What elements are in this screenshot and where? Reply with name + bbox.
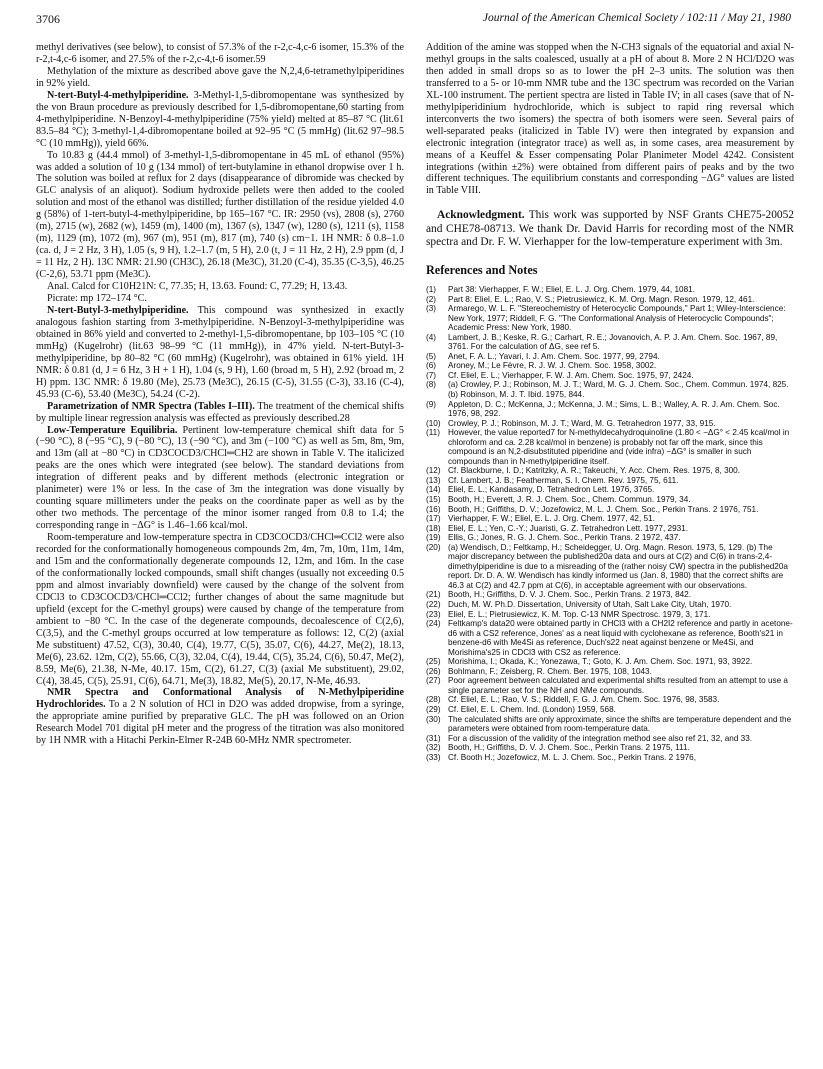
paragraph-text: methyl derivatives (see below), to consist of 57.3% of the r-2,c-4,c-6 isomer, 15.3% of the r-2,t-4,c-6 isomer, and 27.5% of the r-2,c-4,t-6 isomer.59 [36,42,404,65]
reference-text: Appleton, D. C.; McKenna, J.; McKenna, J. M.; Sims, L. B.; Walley, A. R. J. Am. Chem. Soc. 1976, 98, 292. [448,399,780,419]
reference-item [426,495,794,505]
reference-item [426,533,794,543]
reference-item [426,361,794,371]
reference-item [426,676,794,695]
paragraph [36,90,404,150]
paragraph-text: Pertinent low-temperature chemical shift data for 5 (−90 °C), 8 (−95 °C), 9 (−80 °C), 13 (−90 °C), and 3m (−100 °C) as well as 5m, 8m, 9m, and 13m (all at −80 °C) in CD3COCD3/CHCl═CH2 are shown in Table V. The italicized peaks are the ones which were integrated (see below). The standard deviations from integration of different peaks and by different methods (electronic integration or planimeter) were 1% or less. In the case of 3m the integration was done visually by counting square millimeters under the peaks on the coordinate paper as well as by the other two methods. The percentage of the minor isomer ranged from 0.8 to 1.4; the corresponding range in −ΔG° is 1.46–1.66 kcal/mol. [36,424,404,532]
reference-number: (1) [426,284,437,294]
paragraph [36,42,404,66]
reference-item [426,485,794,495]
running-head: Journal of the American Chemical Society / 102:11 / May 21, 1980 [482,12,791,24]
reference-text: Poor agreement between calculated and experimental shifts resulted from an attempt to use a single parameter set for the NH and NMe compounds. [448,676,788,695]
reference-number: (2) [426,294,437,304]
reference-text: Duch, M. W. Ph.D. Dissertation, University of Utah, Salt Lake City, Utah, 1970. [448,600,732,609]
reference-item [426,380,794,399]
left-column [36,42,404,1062]
paragraph [36,66,404,90]
reference-text: Crowley, P. J.; Robinson, M. J. T.; Ward, M. G. Tetrahedron 1977, 33, 915. [448,418,716,428]
reference-number: (17) [426,514,441,524]
reference-number: (19) [426,533,441,543]
reference-item [426,333,794,352]
reference-text: Eliel, E. L.; Yen, C.-Y.; Juaristi, G. Z. Tetrahedron Lett. 1977, 2931. [448,523,688,533]
reference-text: Booth, H.; Griffiths, D. V.; Jozefowicz, M. L. J. Chem. Soc., Perkin Trans. 2 1976, 751. [448,504,759,514]
reference-text: Cf. Booth H.; Jozefowicz, M. L. J. Chem. Soc., Perkin Trans. 2 1976, [448,752,696,762]
paragraph-text: Anal. Calcd for C10H21N: C, 77.35; H, 13.63. Found: C, 77.29; H, 13.43. [47,281,348,293]
reference-number: (16) [426,504,441,514]
page-header [36,12,791,28]
reference-item [426,600,794,610]
reference-item [426,590,794,600]
reference-item [426,610,794,620]
reference-number: (9) [426,399,437,409]
reference-item [426,466,794,476]
reference-text: Eliel, E. L.; Kandasamy, D. Tetrahedron Lett. 1976, 3765. [448,485,655,495]
reference-number: (27) [426,676,441,686]
reference-text: Bohlmann, F.; Zeisberg, R. Chem. Ber. 1975, 108, 1043. [448,666,652,676]
reference-text: Vierhapper, F. W.; Eliel, E. L. J. Org. Chem. 1977, 42, 51. [448,514,655,524]
paragraph [36,293,404,305]
run-in-heading: Low-Temperature Equilibria. [47,424,178,436]
reference-text: Booth, H.; Griffiths, D. V. J. Chem. Soc., Perkin Trans. 2 1975, 111. [448,743,690,753]
paragraph-text: To 10.83 g (44.4 mmol) of 3-methyl-1,5-dibromopentane in 45 mL of ethanol (95%) was added a solution of 10 g (134 mmol) of tert-butylamine in ethanol dropwise over 1 h. The solution was boiled at reflux for 2 days (disappearance of dibromide was checked by GLC analysis of an aliquot). Sodium hydroxide pellets were then added to the cooled solution and most of the ethanol was distilled; further distillation of the residue yielded 4.0 g (58%) of 1-tert-butyl-4-methylpiperidine, bp 165–167 °C. IR: 2950 (vs), 2808 (s), 2760 (m), 2715 (w), 2682 (w), 1459 (m), 1400 (m), 1367 (s), 1347 (w), 1280 (s), 1211 (s), 1158 (m), 1129 (m), 1072 (m), 967 (m), 951 (m), 817 (m), 740 (s) cm−1. 1H NMR: δ 0.8–1.0 (ca. d, J = 2 Hz, 3 H), 1.05 (s, 9 H), 1.2–1.7 (m, 5 H), 2.0 (t, J = 11 Hz, 2 H), 2.9 ppm (d, J = 11 Hz, 2 H). 13C NMR: 21.90 (CH3C), 26.18 (Me3C), 31.20 (C-4), 35.35 (C-3,5), 46.25 (C-2,6), 53.71 ppm (Me3C). [36,149,404,281]
right-column [426,42,794,1062]
reference-text: Part 8: Eliel, E. L.; Rao, V. S.; Pietrusiewicz, K. M. Org. Magn. Reson. 1979, 12, 461. [448,294,755,304]
reference-text: Booth, H.; Griffiths, D. V. J. Chem. Soc., Perkin Trans. 2 1973, 842. [448,590,692,600]
paragraph [36,401,404,425]
reference-number: (31) [426,733,441,743]
reference-item [426,419,794,429]
reference-number: (4) [426,332,437,342]
reference-text: Feltkamp's data20 were obtained partly in CHCl3 with a CH2I2 reference and partly in acetone-d6 with a CS2 reference, Jones' as a neat liquid with cyclohexane as reference, Booth's21 in benzene-d6 with Me4Si as reference, Duch's22 neat against benzene or Me4Si, and Morishima's25 in CDCl3 with CS2 as reference. [448,619,793,657]
reference-item [426,352,794,362]
reference-text: Aroney, M.; Le Fèvre, R. J. W. J. Chem. Soc. 1958, 3002. [448,361,657,371]
reference-text: (a) Wendisch, D.; Feltkamp, H.; Scheidegger, U. Org. Magn. Reson. 1973, 5, 129. (b) The major discrepancy between the published20a data and ours at C(2) and C(6) in trans-2,4-dimethylpiperidine is due to a misreading of the (rather noisy CW) spectra in the published20a report. Dr. D. A. W. Wendisch has kindly informed us (Jan. 8, 1980) that the correct shifts are 46.3 at C(2) and 42.7 ppm at C(6), in acceptable agreement with our observations. [448,542,788,590]
reference-number: (10) [426,418,441,428]
acknowledgment [426,209,794,249]
reference-item [426,667,794,677]
reference-text: Cf. Lambert, J. B.; Featherman, S. I. Chem. Rev. 1975, 75, 611. [448,475,679,485]
reference-item [426,505,794,515]
paragraph-text: Picrate: mp 172–174 °C. [47,293,147,305]
reference-number: (3) [426,304,437,314]
paragraph [36,532,404,687]
reference-number: (24) [426,619,441,629]
reference-number: (6) [426,361,437,371]
reference-number: (12) [426,466,441,476]
reference-number: (22) [426,600,441,609]
reference-number: (33) [426,752,441,762]
reference-text: Cf. Eliel, E. L.; Rao, V. S.; Riddell, F. G. J. Am. Chem. Soc. 1976, 98, 3583. [448,695,720,705]
reference-number: (29) [426,705,441,715]
reference-item [426,428,794,466]
reference-text: For a discussion of the validity of the integration method see also ref 21, 32, and 33. [448,733,753,743]
paragraph-text: The treatment of the chemical shifts by multiple linear regression analysis was effected as previously described.28 [36,400,404,424]
reference-text: The calculated shifts are only approximate, since the shifts are temperature dependent and the parameters were obtained from room-temperature data. [448,714,792,734]
paragraph-text: This compound was synthesized in exactly analogous fashion starting from 3-methylpiperidine. N-Benzoyl-3-methylpiperidine was obtained in 86% yield and converted to 2-methyl-1,5-dibromopentane, bp 103–105 °C (10 mmHg) (Kugelrohr) (lit.63 98–99 °C (11 mmHg)), in 47% yield. N-tert-Butyl-3-methylpiperidine, bp 80–82 °C (60 mmHg) (Kugelrohr), was obtained in 61% yield. 1H NMR: δ 0.81 (d, J = 6 Hz, 3 H + 1 H), 1.04 (s, 9 H), 1.60 (broad m, 5 H), 2.92 (broad m, 2 H) ppm. 13C NMR: δ 19.80 (Me), 25.73 (Me3C), 26.15 (C-5), 31.55 (C-3), 33.16 (C-4), 45.93 (C-6), 53.40 (Me3C), 54.24 (C-2). [36,304,404,400]
reference-item [426,743,794,753]
run-in-heading: Parametrization of NMR Spectra (Tables I–III). [47,400,255,412]
reference-number: (7) [426,370,437,380]
paragraph [36,425,404,533]
references-list [426,285,794,762]
reference-item [426,304,794,333]
reference-number: (30) [426,714,441,724]
reference-number: (26) [426,666,441,676]
reference-text: Morishima, I.; Okada, K.; Yonezawa, T.; Goto, K. J. Am. Chem. Soc. 1971, 93, 3922. [448,657,753,667]
reference-number: (5) [426,351,437,361]
reference-number: (18) [426,523,441,533]
run-in-heading: NMR Spectra and Conformational Analysis of N-Methylpiperidine Hydrochlorides. [36,687,404,711]
paragraph-text: Room-temperature and low-temperature spectra in CD3COCD3/CHCl═CCl2 were also recorded for the conformationally homogeneous compounds 2m, 4m, 7m, 10m, 11m, 14m, and 15m and the conformationally degenerate compounds 12, 12m, and 16m. In the case of the conformationally locked compounds, small shift changes (usually not exceeding 0.5 ppm and almost invariably downfield) were caused by the change of the solvent from CDCl3 to CD3COCD3/CHCl═CCl2; further changes of about the same magnitude but upfield (except for the C-methyl groups) were caused by change of the temperature from ambient to −80 °C. In the case of the degenerate compounds, decoalescence of C(2,6), C(3,5), and the C-methyl groups occurred at low temperature as follows: 12, C(2) (axial Me substituent) 47.52, C(3), 30.40, C(4), 19.77, C(5), 35.07, C(6), 44.27, Me(2), 18.13, Me(6), 23.62. 12m, C(2), 55.66, C(3), 32.04, C(4), 19.44, C(5), 35.24, C(6), 50.47, Me(2), 8.59, Me(6), 21.38, N-Me, 40.17. 15m, C(2), 61.27, C(3) (axial Me substituent), 29.02, C(4), 38.45, C(5), 25.91, C(6), 64.71, Me(3), 18.82, Me(5), 20.17, N-Me, 46.93. [36,532,404,687]
reference-number: (20) [426,542,441,552]
reference-item [426,619,794,657]
reference-number: (11) [426,428,440,438]
reference-item [426,543,794,591]
paragraph-text: To a 2 N solution of HCl in D2O was added dropwise, from a syringe, the appropriate amine purified by preparative GLC. The pH was followed on an Orion Research Model 701 digital pH meter and the progress of the titration was also monitored by 1H NMR with a Hitachi Perkin-Elmer R-24B 60-MHz NMR spectrometer. [36,699,404,747]
reference-number: (13) [426,475,441,485]
reference-item [426,734,794,744]
reference-item [426,285,794,295]
paragraph-text: Addition of the amine was stopped when the N-CH3 signals of the equatorial and axial N-methyl groups in the salts coalesced, usually at a pH of about 8. More 2 N HCl/D2O was then added in small drops so as to lower the pH 2–3 units. The solution was then transferred to a 5- or 10-mm NMR tube and the 13C spectrum was recorded on the Varian XL-100 instrument. The pertient spectra are listed in Table IV; in all cases (save that of N-methylpiperidinium hydrochloride, which is subject to rapid ring reversal which interconverts the two isomers) the spectra of both isomers were seen. Several pairs of well-separated peaks (italicized in Table IV) were then integrated by expansion and electronic integration (integrator trace) as well as, in some cases, area measurement by means of a Keuffel & Esser compensating Polar Planimeter Model 4242. Consistent integrations (within ±2%) were obtained from different pairs of peaks and by the two different techniques. The equilibrium constants and corresponding −ΔG° values are listed in Table VIII. [426,42,794,197]
reference-item [426,657,794,667]
run-in-heading: N-tert-Butyl-4-methylpiperidine. [47,89,189,101]
reference-item [426,295,794,305]
reference-item [426,476,794,486]
reference-text: Lambert, J. B.; Keske, R. G.; Carhart, R. E.; Jovanovich, A. P. J. Am. Chem. Soc. 1967, 89, 3761. For the calculation of ΔG, see ref 5. [448,332,778,352]
paragraph [36,687,404,747]
reference-text: Anet, F. A. L.; Yavari, I. J. Am. Chem. Soc. 1977, 99, 2794. [448,351,660,361]
paragraph [426,42,794,197]
references-heading: References and Notes [426,263,538,277]
reference-text: Armarego, W. L. F. "Stereochemistry of Heterocyclic Compounds," Part 1; Wiley-Interscience: New York, 1977; Riddell, F. G. "The Conformational Analysis of Heterocyclic Compounds"; Academic Press: New York, 1980. [448,304,786,333]
reference-text: Cf. Eliel, E. L.; Vierhapper, F. W. J. Am. Chem. Soc. 1975, 97, 2424. [448,370,694,380]
reference-number: (15) [426,494,441,504]
reference-text: Part 38: Vierhapper, F. W.; Eliel, E. L. J. Org. Chem. 1979, 44, 1081. [448,284,695,294]
reference-text: Cf. Eliel, E. L. Chem. Ind. (London) 1959, 568. [448,705,616,715]
reference-number: (8) [426,380,437,390]
reference-item [426,705,794,715]
paragraph-text: 3-Methyl-1,5-dibromopentane was synthesized by the von Braun procedure as previously described for 1,5-dibromopentane,60 starting from 4-methylpiperidine. N-Benzoyl-4-methylpiperidine (75% yield) melted at 85–87 °C (lit.61 83.5–84 °C); 3-methyl-1,4-dibromopentane boiled at 92–95 °C (5 mmHg) (lit.62 97–98.5 °C (10 mmHg)), yield 66%. [36,89,404,149]
reference-item [426,524,794,534]
paragraph [36,150,404,281]
reference-item [426,715,794,734]
reference-item [426,400,794,419]
reference-text: (a) Crowley, P. J.; Robinson, M. J. T.; Ward, M. G. J. Chem. Soc., Chem. Commun. 1974, 825. (b) Robinson, M. J. T. Ibid. 1975, 844. [448,380,789,399]
run-in-heading: N-tert-Butyl-3-methylpiperidine. [47,304,189,316]
reference-number: (23) [426,609,441,619]
acknowledgment-text: This work was supported by NSF Grants CHE75-20052 and CHE78-08713. We thank Dr. David Harris for recording most of the NMR spectra and Dr. F. W. Vierhapper for the low-temperature experiment with 3m. [426,209,794,248]
acknowledgment-heading: Acknowledgment. [437,209,525,222]
paragraph [36,305,404,401]
reference-number: (28) [426,695,441,705]
reference-item [426,371,794,381]
paragraph [36,281,404,293]
reference-number: (14) [426,485,441,495]
reference-number: (21) [426,590,441,600]
paragraph-text: Methylation of the mixture as described above gave the N,2,4,6-tetramethylpiperidines in 92% yield. [36,65,404,89]
page-number: 3706 [36,12,60,26]
reference-number: (25) [426,657,441,667]
reference-text: Ellis, G.; Jones, R. G. J. Chem. Soc., Perkin Trans. 2 1972, 437. [448,533,681,543]
reference-text: Eliel, E. L.; Pietrusiewicz, K. M. Top. C-13 NMR Spectrosc. 1979, 3, 171. [448,609,711,619]
reference-text: However, the value reported7 for N-methyldecahydroquinoline (1.80 < −ΔG° < 2.45 kcal/mol in chloroform and ca. 2.28 kcal/mol in benzene) is probably not far off the mark, since this compound is an N,2-disubstituted piperidine and (vide infra) −ΔG° is smaller in such compounds than in N-methylpiperidine itself. [448,428,790,466]
reference-item [426,695,794,705]
reference-item [426,753,794,763]
reference-text: Booth, H.; Everett, J. R. J. Chem. Soc., Chem. Commun. 1979, 34. [448,494,691,504]
reference-text: Cf. Blackburne, I. D.; Katritzky, A. R.; Takeuchi, Y. Acc. Chem. Res. 1975, 8, 300. [448,466,741,476]
reference-item [426,514,794,524]
reference-number: (32) [426,743,441,753]
